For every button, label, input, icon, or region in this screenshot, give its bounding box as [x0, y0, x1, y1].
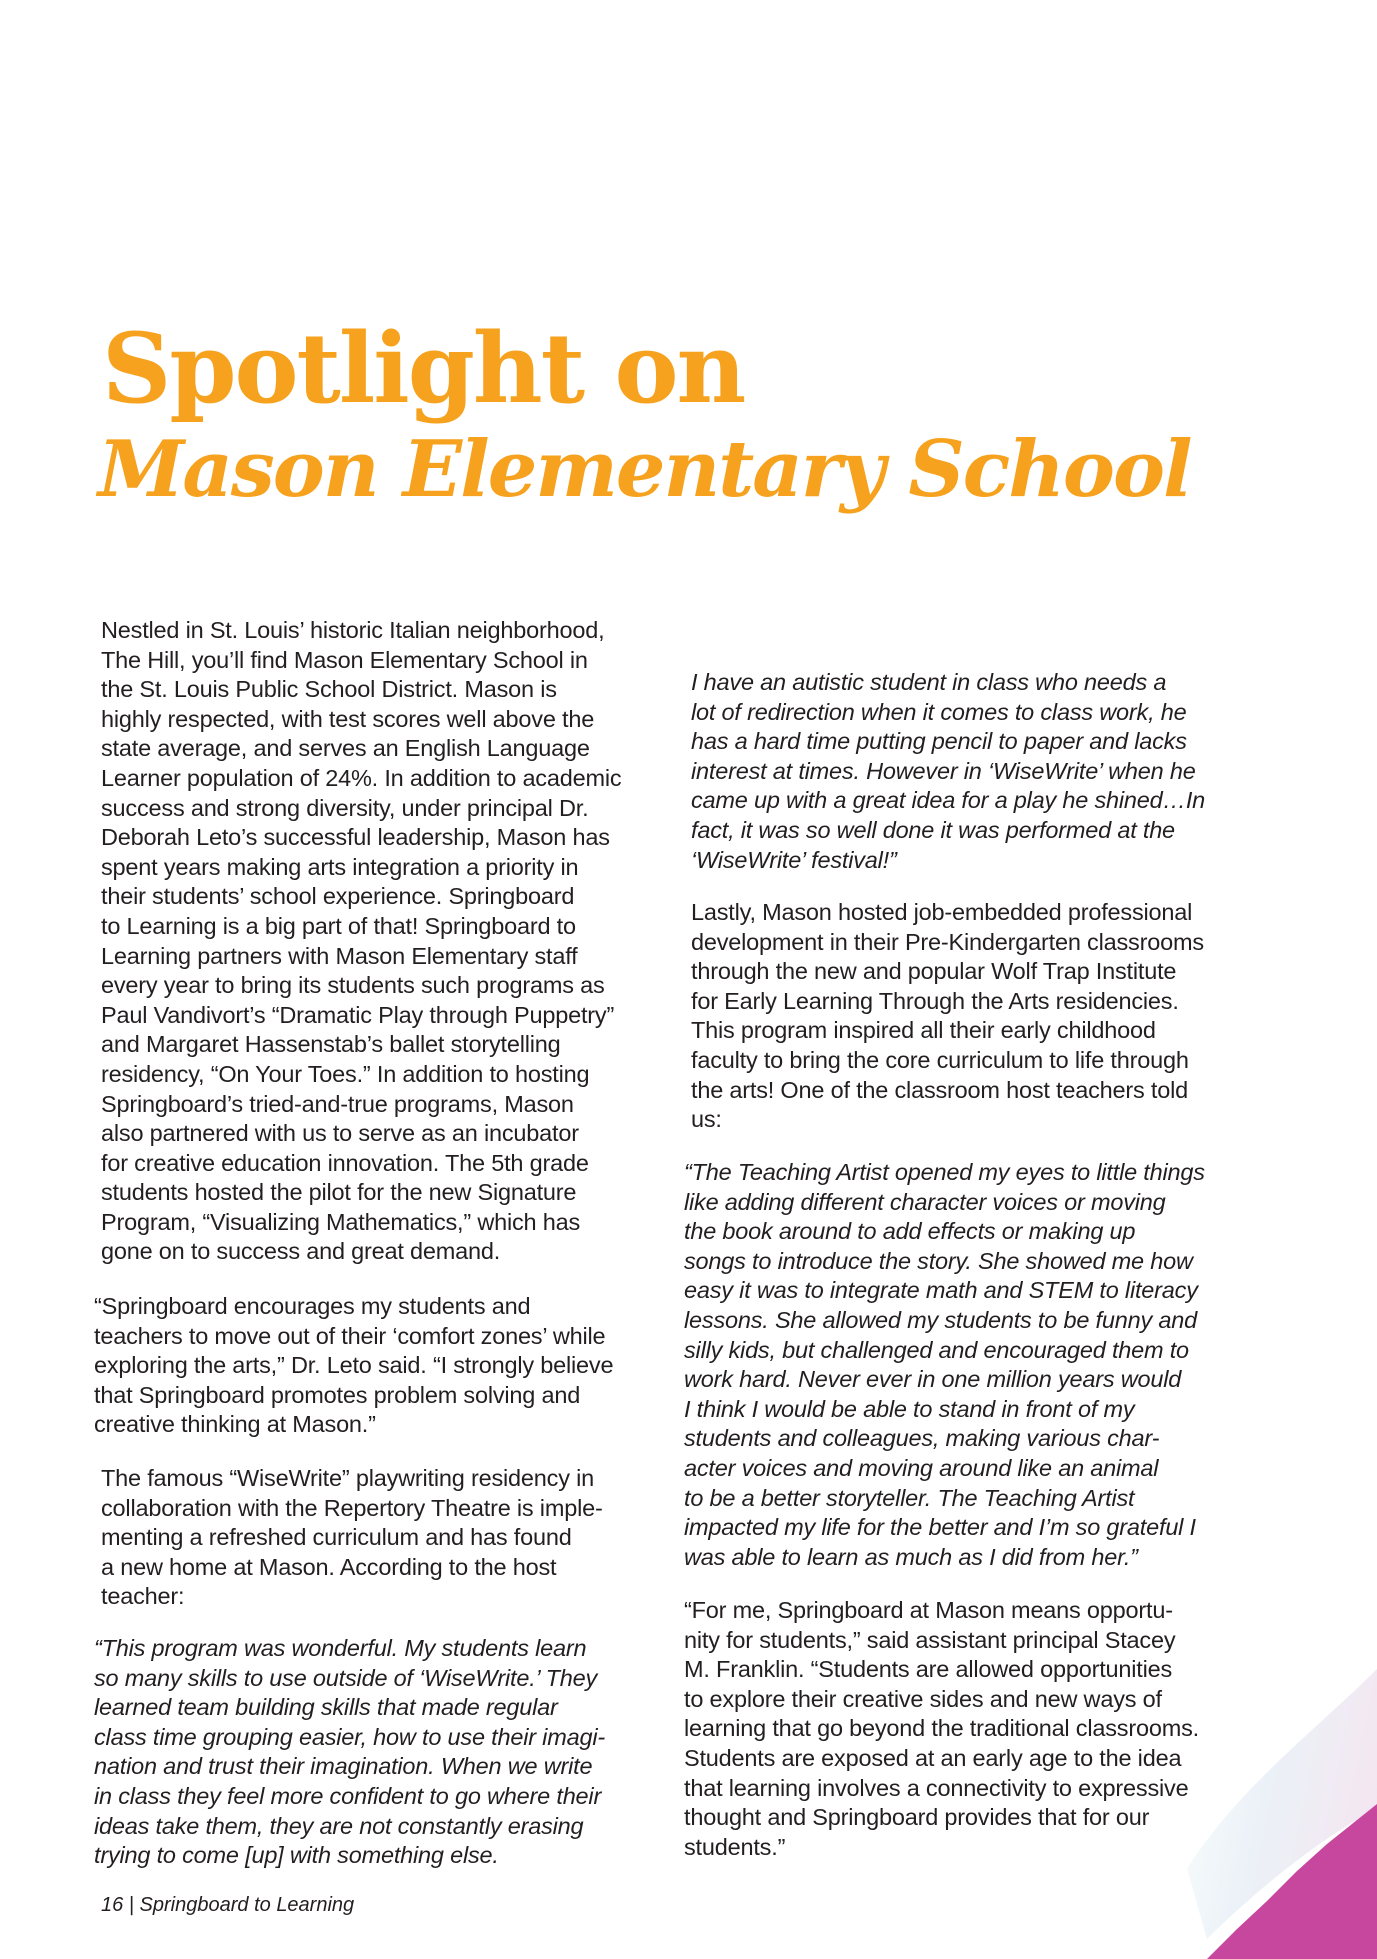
text-line: I think I would be able to stand in front of my [684, 1395, 1135, 1422]
text-line: and Margaret Hassenstab’s ballet storytelling [101, 1031, 561, 1058]
text-line: Learning partners with Mason Elementary staff [101, 942, 578, 969]
text-line: silly kids, but challenged and encouraged them to [684, 1336, 1189, 1363]
text-line: Learner population of 24%. In addition to academic [101, 764, 622, 791]
text-line: exploring the arts,” Dr. Leto said. “I strongly believe [94, 1352, 614, 1379]
text-line: gone on to success and great demand. [101, 1238, 501, 1265]
text-line: to be a better storyteller. The Teaching Artist [684, 1484, 1135, 1511]
text-line: us: [691, 1106, 722, 1133]
text-line: for Early Learning Through the Arts residencies. [691, 987, 1179, 1014]
text-line: acter voices and moving around like an animal [684, 1454, 1159, 1481]
page-title: Spotlight on [102, 312, 745, 425]
text-line: menting a refreshed curriculum and has found [101, 1524, 572, 1551]
text-line: work hard. Never ever in one million years would [684, 1366, 1182, 1393]
text-line: Nestled in St. Louis’ historic Italian neighborhood, [101, 617, 605, 643]
text-line: trying to come [up] with something else. [94, 1842, 499, 1869]
text-line: in class they feel more confident to go where their [94, 1782, 602, 1809]
text-line: Students are exposed at an early age to the idea [684, 1744, 1182, 1771]
text-line: class time grouping easier, how to use their imagi- [94, 1723, 605, 1750]
text-line: came up with a great idea for a play he shined…In [691, 787, 1206, 814]
text-line: easy it was to integrate math and STEM to literacy [684, 1277, 1198, 1304]
text-line: students and colleagues, making various char- [684, 1425, 1160, 1452]
paint-stroke-decoration [1097, 1639, 1377, 1959]
text-line: spent years making arts integration a priority in [101, 853, 579, 880]
text-line: This program inspired all their early childhood [691, 1017, 1156, 1044]
text-line: “Springboard encourages my students and [94, 1293, 531, 1319]
text-line: ‘WiseWrite’ festival!” [691, 846, 897, 873]
page-subtitle: Mason Elementary School [98, 424, 1191, 515]
text-line: fact, it was so well done it was performed at the [691, 816, 1175, 843]
text-line: Deborah Leto’s successful leadership, Mason has [101, 824, 610, 851]
body-paragraph [101, 616, 621, 1267]
text-line: development in their Pre-Kindergarten classrooms [691, 928, 1204, 955]
text-line: songs to introduce the story. She showed me how [684, 1247, 1193, 1274]
text-line: faculty to bring the core curriculum to life through [691, 1046, 1189, 1073]
text-line: I have an autistic student in class who needs a [691, 669, 1167, 695]
text-line: through the new and popular Wolf Trap Institute [691, 958, 1177, 985]
text-line: impacted my life for the better and I’m so grateful I [684, 1514, 1196, 1541]
text-line: has a hard time putting pencil to paper and lacks [691, 728, 1187, 755]
text-line: every year to bring its students such programs as [101, 972, 605, 999]
text-line: a new home at Mason. According to the host [101, 1553, 557, 1580]
text-line: lessons. She allowed my students to be funny and [684, 1306, 1197, 1333]
text-line: their students’ school experience. Springboard [101, 883, 575, 910]
page-footer: 16 | Springboard to Learning [101, 1894, 355, 1916]
body-paragraph [691, 898, 1204, 1135]
text-line: the arts! One of the classroom host teachers told [691, 1076, 1189, 1103]
text-line: so many skills to use outside of ‘WiseWrite.’ They [94, 1664, 598, 1691]
text-line: that Springboard promotes problem solving and [94, 1381, 581, 1408]
text-line: collaboration with the Repertory Theatre is imple- [101, 1494, 603, 1521]
quote-paragraph [684, 1158, 1205, 1572]
text-line: nation and trust their imagination. When we write [94, 1753, 593, 1780]
text-line: students.” [684, 1833, 786, 1860]
text-line: teachers to move out of their ‘comfort zones’ while [94, 1322, 606, 1349]
text-line: “For me, Springboard at Mason means opportu- [684, 1597, 1173, 1623]
text-line: that learning involves a connectivity to expressive [684, 1774, 1189, 1801]
body-paragraph [101, 1464, 603, 1612]
text-line: The Hill, you’ll find Mason Elementary School in [101, 646, 588, 673]
text-line: learning that go beyond the traditional classrooms. [684, 1715, 1199, 1742]
text-line: thought and Springboard provides that for our [684, 1804, 1150, 1831]
text-line: nity for students,” said assistant principal Stacey [684, 1626, 1176, 1653]
text-line: the St. Louis Public School District. Mason is [101, 676, 557, 703]
text-line: success and strong diversity, under principal Dr. [101, 794, 589, 821]
text-line: Program, “Visualizing Mathematics,” which has [101, 1208, 581, 1235]
text-line: The famous “WiseWrite” playwriting residency in [101, 1465, 594, 1491]
text-line: M. Franklin. “Students are allowed opportunities [684, 1656, 1173, 1683]
text-line: Lastly, Mason hosted job-embedded professional [691, 899, 1193, 925]
text-line: like adding different character voices or moving [684, 1188, 1166, 1215]
text-line: to explore their creative sides and new ways of [684, 1685, 1162, 1712]
text-line: for creative education innovation. The 5th grade [101, 1149, 589, 1176]
text-line: teacher: [101, 1583, 185, 1610]
text-line: “The Teaching Artist opened my eyes to little things [684, 1159, 1205, 1185]
text-line: ideas take them, they are not constantly erasing [94, 1812, 584, 1839]
text-line: Paul Vandivort’s “Dramatic Play through Puppetry” [101, 1001, 615, 1028]
body-paragraph [94, 1292, 613, 1440]
text-line: residency, “On Your Toes.” In addition to hosting [101, 1060, 590, 1087]
text-line: the book around to add effects or making up [684, 1218, 1136, 1245]
text-line: learned team building skills that made regular [94, 1694, 558, 1721]
quote-paragraph [94, 1634, 605, 1871]
text-line: students hosted the pilot for the new Signature [101, 1179, 577, 1206]
text-line: creative thinking at Mason.” [94, 1411, 376, 1438]
text-line: also partnered with us to serve as an incubator [101, 1120, 579, 1147]
text-line: “This program was wonderful. My students learn [94, 1635, 587, 1661]
text-line: interest at times. However in ‘WiseWrite’ when he [691, 757, 1196, 784]
quote-paragraph [691, 668, 1205, 875]
text-line: lot of redirection when it comes to class work, he [691, 698, 1187, 725]
text-line: Springboard’s tried-and-true programs, Mason [101, 1090, 574, 1117]
text-line: to Learning is a big part of that! Springboard to [101, 912, 576, 939]
text-line: highly respected, with test scores well above the [101, 705, 595, 732]
text-line: state average, and serves an English Language [101, 735, 590, 762]
text-line: was able to learn as much as I did from her.” [684, 1543, 1138, 1570]
